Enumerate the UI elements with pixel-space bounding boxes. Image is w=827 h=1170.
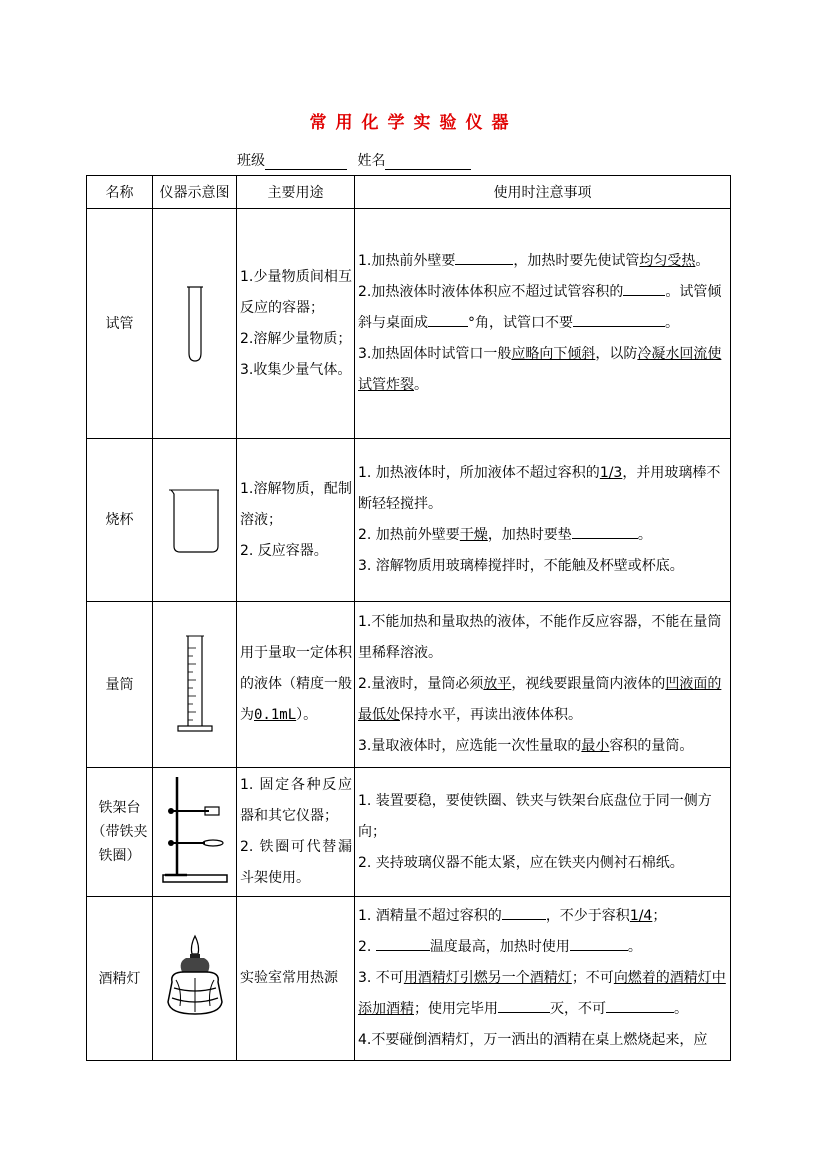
notes-cell: 1.加热前外壁要 ，加热时要先使试管均匀受热。 2.加热液体时液体体积应不超过试管容积的 。试管倾 斜与桌面成 °角，试管口不要 。 3.加热固体时试管口一般应略向下倾斜，以防冷凝水回流使 试管炸裂。 <box>355 209 731 439</box>
page-title: 常用化学实验仪器 <box>309 113 518 133</box>
instrument-name: 试管 <box>87 209 153 439</box>
name-blank[interactable] <box>385 155 471 170</box>
use-cell: 实验室常用热源 <box>237 897 355 1061</box>
alcohol-lamp-icon <box>153 897 237 1061</box>
instrument-name: 铁架台 （带铁夹 铁圈） <box>87 768 153 897</box>
header-use: 主要用途 <box>237 176 355 209</box>
name-label: 姓名 <box>357 153 386 169</box>
use-cell: 1.少量物质间相互反应的容器； 2.溶解少量物质； 3.收集少量气体。 <box>237 209 355 439</box>
use-cell: 用于量取一定体积的液体（精度一般为0.1mL）。 <box>237 602 355 768</box>
fill-blank[interactable] <box>428 310 468 327</box>
header-row <box>87 176 731 209</box>
fill-blank[interactable] <box>498 996 550 1013</box>
iron-stand-icon <box>153 768 237 897</box>
instrument-name: 量筒 <box>87 602 153 768</box>
fill-blank[interactable] <box>573 310 665 327</box>
class-label: 班级 <box>237 153 265 169</box>
fill-blank[interactable] <box>376 934 430 951</box>
class-blank[interactable] <box>265 155 347 170</box>
notes-cell: 1. 装置要稳，要使铁圈、铁夹与铁架台底盘位于同一侧方向； 2. 夹持玻璃仪器不能太紧，应在铁夹内侧衬石棉纸。 <box>355 768 731 897</box>
table-row <box>87 209 731 439</box>
notes-cell: 1. 加热液体时，所加液体不超过容积的1/3，并用玻璃棒不 断轻轻搅拌。 2. 加热前外壁要干燥，加热时要垫 。 3. 溶解物质用玻璃棒搅拌时，不能触及杯壁或杯底。 <box>355 439 731 602</box>
instrument-name: 酒精灯 <box>87 897 153 1061</box>
notes-cell: 1. 酒精量不超过容积的 ，不少于容积1/4； 2. 温度最高，加热时使用 。 3. 不可用酒精灯引燃另一个酒精灯；不可向燃着的酒精灯中添加酒精；使用完毕用 灭，不可 。 4.不要碰倒酒精灯，万一洒出的酒精在桌上燃烧起来，应 <box>355 897 731 1061</box>
fill-blank[interactable] <box>502 903 546 920</box>
header-name: 名称 <box>87 176 153 209</box>
instrument-name: 烧杯 <box>87 439 153 602</box>
graduated-cylinder-icon <box>153 602 237 768</box>
use-cell: 1. 固定各种反应器和其它仪器； 2. 铁圈可代替漏斗架使用。 <box>237 768 355 897</box>
table-row <box>87 439 731 602</box>
notes-cell: 1.不能加热和量取热的液体，不能作反应容器，不能在量筒里稀释溶液。 2.量液时，量筒必须放平，视线要跟量筒内液体的凹液面的最低处保持水平，再读出液体体积。 3.量取液体时，应选能一次性量取的最小容积的量筒。 <box>355 602 731 768</box>
use-cell: 1.溶解物质，配制溶液； 2. 反应容器。 <box>237 439 355 602</box>
table-row <box>87 602 731 768</box>
beaker-icon <box>153 439 237 602</box>
fill-blank[interactable] <box>455 248 513 265</box>
header-notes: 使用时注意事项 <box>355 176 731 209</box>
fill-blank[interactable] <box>572 522 638 539</box>
fill-blank[interactable] <box>623 279 665 296</box>
table-row <box>87 897 731 1061</box>
class-name-line <box>237 150 471 170</box>
fill-blank[interactable] <box>570 934 628 951</box>
header-diagram: 仪器示意图 <box>153 176 237 209</box>
test-tube-icon <box>153 209 237 439</box>
fill-blank[interactable] <box>606 996 674 1013</box>
table-row <box>87 768 731 897</box>
instrument-table <box>86 175 731 1061</box>
